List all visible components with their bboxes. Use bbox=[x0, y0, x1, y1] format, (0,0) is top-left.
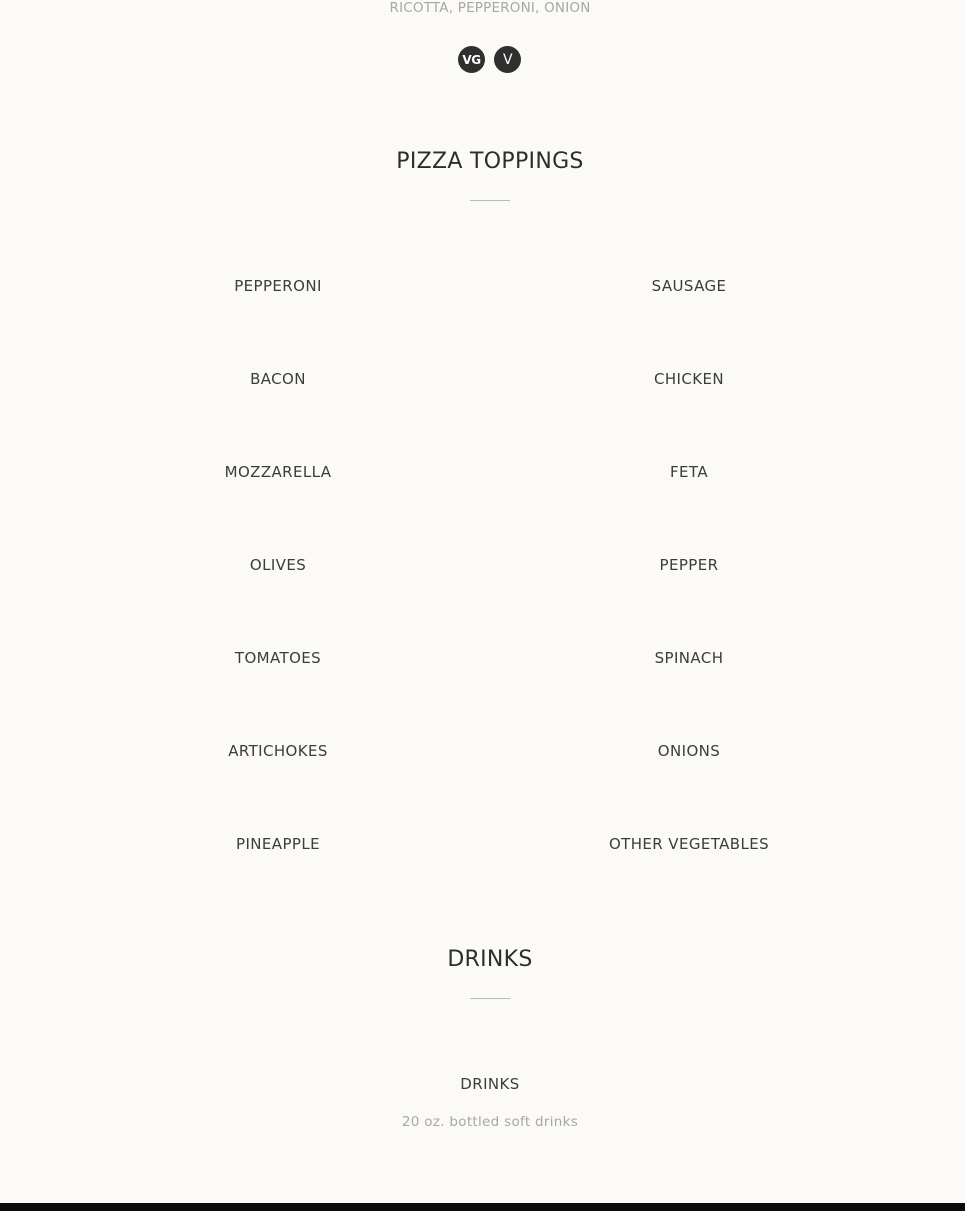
topping-item: ARTICHOKES bbox=[228, 742, 328, 760]
topping-item: OTHER VEGETABLES bbox=[608, 835, 770, 853]
vegetarian-badge: V bbox=[494, 46, 521, 73]
toppings-section-title: PIZZA TOPPINGS bbox=[396, 149, 584, 174]
drinks-section-title: DRINKS bbox=[447, 947, 533, 972]
topping-item: PEPPERONI bbox=[234, 277, 322, 295]
dietary-badges bbox=[458, 46, 521, 73]
topping-item: PEPPER bbox=[659, 556, 719, 574]
topping-item: SAUSAGE bbox=[651, 277, 727, 295]
footer-bar bbox=[0, 1203, 965, 1211]
vegan-badge: VG bbox=[458, 46, 485, 73]
drinks-section-divider bbox=[470, 998, 510, 999]
topping-item: FETA bbox=[670, 463, 708, 481]
drink-item-name: DRINKS bbox=[460, 1075, 520, 1093]
drink-item-description: 20 oz. bottled soft drinks bbox=[401, 1114, 579, 1130]
topping-item: TOMATOES bbox=[234, 649, 322, 667]
topping-item: MOZZARELLA bbox=[224, 463, 332, 481]
topping-item: OLIVES bbox=[249, 556, 307, 574]
topping-item: PINEAPPLE bbox=[236, 835, 320, 853]
toppings-section-divider bbox=[470, 200, 510, 201]
topping-item: BACON bbox=[250, 370, 306, 388]
topping-item: CHICKEN bbox=[654, 370, 724, 388]
topping-item: SPINACH bbox=[654, 649, 724, 667]
previous-item-ingredients: RICOTTA, PEPPERONI, ONION bbox=[389, 0, 591, 16]
topping-item: ONIONS bbox=[657, 742, 721, 760]
